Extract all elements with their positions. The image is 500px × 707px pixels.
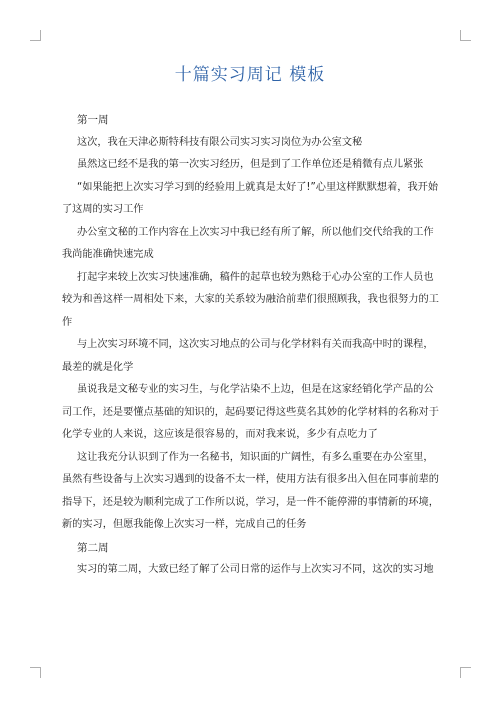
document-title: 十篇实习周记 模板 (174, 65, 326, 85)
paragraph-line: 虽然这已经不是我的第一次实习经历，但是到了工作单位还是稍微有点儿紧张 (77, 159, 424, 170)
crop-mark-top-left (30, 30, 41, 41)
paragraph-line: 较为和善这样一周相处下来，大家的关系较为融洽前辈们很照顾我，我也很努力的工 (62, 294, 439, 305)
crop-mark-bottom-left (30, 667, 41, 678)
paragraph-line: 了这周的实习工作 (62, 204, 144, 215)
paragraph-line: 虽说我是文秘专业的实习生，与化学沾染不上边，但是在这家经销化学产品的公 (77, 384, 434, 395)
paragraph-line: 虽然有些设备与上次实习遇到的设备不太一样，使用方法有很多出入但在同事前辈的 (62, 474, 439, 485)
paragraph-line: 这让我充分认识到了作为一名秘书，知识面的广阔性，有多么重要在办公室里， (77, 451, 434, 463)
paragraph-line: 办公室文秘的工作内容在上次实习中我已经有所了解，所以他们交代给我的工作 (77, 226, 434, 238)
section-heading: 第一周 (77, 114, 109, 126)
paragraph-line: 这次，我在天津必斯特科技有限公司实习实习岗位为办公室文秘 (77, 136, 363, 148)
paragraph-line: 与上次实习环境不同，这次实习地点的公司与化学材料有关而我高中时的课程， (77, 339, 434, 350)
paragraph-line: 我尚能准确快速完成 (62, 249, 154, 260)
paragraph-line: 指导下，还是较为顺利完成了工作所以说，学习，是一件不能停滞的事情新的环境， (62, 496, 439, 508)
paragraph-line: 打起字来较上次实习快速准确，稿件的起草也较为熟稔于心办公室的工作人员也 (77, 271, 434, 283)
crop-mark-bottom-right (460, 667, 471, 678)
paragraph-line: 化学专业的人来说，这应该是很容易的，而对我来说，多少有点吃力了 (62, 429, 378, 440)
crop-mark-top-right (460, 30, 471, 41)
section-heading: 第二周 (77, 541, 109, 554)
paragraph-line: 实习的第二周，大致已经了解了公司日常的运作与上次实习不同，这次的实习地 (77, 564, 434, 575)
document-body (62, 109, 442, 582)
paragraph-line: 司工作，还是要懂点基础的知识的，起码要记得这些莫名其妙的化学材料的名称对于 (62, 406, 439, 418)
paragraph-line: “如果能把上次实习学习到的经验用上就真是太好了!”心里这样默默想着，我开始 (77, 181, 439, 193)
paragraph-line: 新的实习，但愿我能像上次实习一样，完成自己的任务 (62, 519, 307, 530)
paragraph-line: 最差的就是化学 (62, 361, 134, 373)
paragraph-line: 作 (62, 316, 73, 328)
